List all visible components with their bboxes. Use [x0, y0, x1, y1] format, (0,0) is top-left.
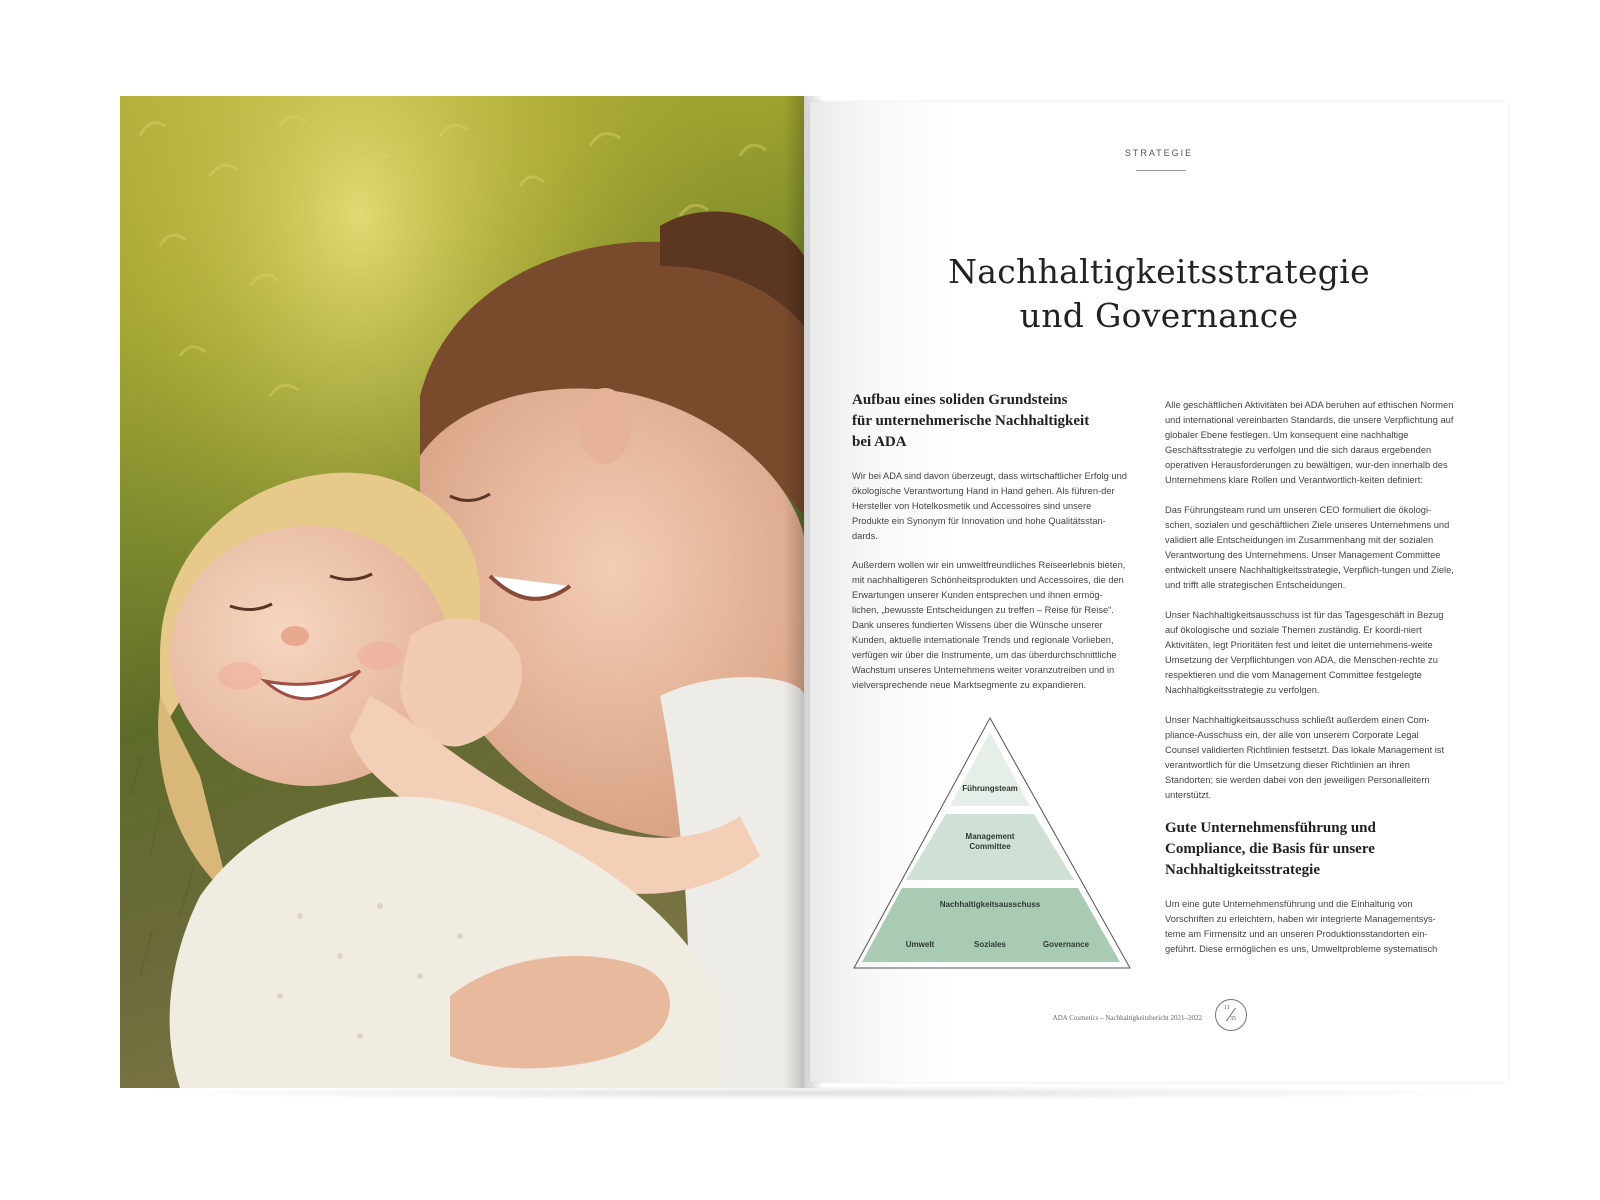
- footer-report: – Nachhaltigkeitsbericht 2021–2022: [1098, 1014, 1202, 1022]
- spread-shadow: [130, 1086, 1500, 1100]
- section-kicker: STRATEGIE: [1124, 148, 1194, 158]
- right-text-column: [1165, 398, 1455, 972]
- text-page: [810, 102, 1508, 1082]
- subhead-line: bei ADA: [852, 434, 907, 450]
- magazine-spread: [120, 96, 1508, 1088]
- body-paragraph: Wir bei ADA sind davon überzeugt, dass wirtschaftlicher Erfolg und ökologische Verantwortung Hand in Hand gehen. Als führen-der Hersteller von Hotelkosmetik und Accessoires sind unsere Produkte ein Synonym für Innovation und hohe Qualitätsstan-dards.: [852, 471, 1127, 541]
- pyramid-label-fuehrungsteam: Führungsteam: [962, 784, 1018, 793]
- body-paragraph: Außerdem wollen wir ein umweltfreundliches Reiseerlebnis bieten, mit nachhaltigeren Schönheitsprodukten und Accessoires, die den Erwartungen unserer Kunden entsprechen und ihnen ermög-lichen, „bewusste Entscheidungen zu treffen – Reise für Reise“. Dank unseres fundierten Wissens über die Wünsche unserer Kunden, aktuelle internationale Trends und regionale Vorlieben, verfügen wir über die Instrumente, um das überdurchschnittliche Wachstum unseres Unternehmens weiter voranzutreiben und in vielversprechende neue Marktsegmente zu expandieren.: [852, 560, 1126, 690]
- column-subhead: [852, 390, 1127, 453]
- pyramid-label-management: [940, 832, 1040, 852]
- body-paragraph: Das Führungsteam rund um unseren CEO formuliert die ökologi-schen, sozialen und geschäftlichen Ziele unseres Unternehmens und validiert alle Entscheidungen im Zusammenhang mit der sozialen Verantwortung des Unternehmens. Unser Management Committee entwickelt unsere Nachhaltigkeitsstrategie, Verpflich-tungen und Ziele, und trifft alle strategischen Entscheidungen.: [1165, 505, 1454, 590]
- subhead-line: für unternehmerische Nachhaltigkeit: [852, 413, 1090, 429]
- body-paragraph: Unser Nachhaltigkeitsausschuss ist für das Tagesgeschäft in Bezug auf ökologische und soziale Themen zuständig. Er koordi-niert Aktivitäten, legt Prioritäten fest und leitet die unternehmens-weite Umsetzung der Verpflichtungen von ADA, die Menschen-rechte zu respektieren und die vom Management Committee festgelegte Nachhaltigkeitsstrategie zu verfolgen.: [1165, 610, 1444, 695]
- mother-and-child-photo: [120, 96, 804, 1088]
- pyramid-label-line: Management: [965, 832, 1015, 841]
- page-number-current: 11: [1224, 1005, 1230, 1011]
- page-number-total: 35: [1230, 1016, 1236, 1022]
- pyramid-label-ausschuss: Nachhaltigkeitsausschuss: [939, 900, 1041, 909]
- pyramid-label-line: Committee: [969, 842, 1011, 851]
- pyramid-label-governance: Governance: [1042, 940, 1090, 949]
- pyramid-label-soziales: Soziales: [973, 940, 1006, 949]
- page-headline: [810, 250, 1508, 338]
- footer-brand: ADA Cosmetics: [1052, 1014, 1099, 1022]
- subhead-line: Aufbau eines soliden Grundsteins: [852, 392, 1068, 408]
- headline-line-2: und Governance: [1019, 296, 1299, 335]
- governance-pyramid: [850, 714, 1140, 979]
- left-text-column: [852, 390, 1127, 707]
- subhead-line: Compliance, die Basis für unsere: [1165, 841, 1375, 857]
- body-paragraph: Alle geschäftlichen Aktivitäten bei ADA beruhen auf ethischen Normen und international vereinbarten Standards, die unsere Verpflichtung auf globaler Ebene festlegen. Um konsequent eine nachhaltige Geschäftsstrategie zu verfolgen und die sich daraus ergebenden operativen Herausforderungen zu bewältigen, wur-den innerhalb des Unternehmens klare Rollen und Verantwortlich-keiten definiert:: [1165, 400, 1454, 485]
- body-paragraph: Um eine gute Unternehmensführung und die Einhaltung von Vorschriften zu erleichtern, haben wir integrierte Managementsys-teme am Firmensitz und an unseren Produktionsstandorten ein-geführt. Diese ermöglichen es uns, Umweltprobleme systematisch: [1165, 899, 1438, 954]
- page-number-badge: [1215, 999, 1247, 1031]
- body-paragraph: Unser Nachhaltigkeitsausschuss schließt außerdem einen Com-pliance-Ausschuss ein, der alle von unserem Corporate Legal Counsel validierten Richtlinien festsetzt. Das lokale Management ist verantwortlich für die Umsetzung dieser Richtlinien an ihren Standorten; sie werden dabei von den jeweiligen Personalleitern unterstützt.: [1165, 715, 1445, 800]
- photo-page: [120, 96, 804, 1088]
- headline-line-1: Nachhaltigkeitsstrategie: [948, 252, 1370, 291]
- subhead-line: Nachhaltigkeitsstrategie: [1165, 862, 1320, 878]
- page-footer: [1042, 1014, 1202, 1022]
- kicker-rule: [1136, 170, 1186, 171]
- column-subhead: [1165, 818, 1455, 881]
- pyramid-label-umwelt: Umwelt: [905, 940, 935, 949]
- subhead-line: Gute Unternehmensführung und: [1165, 820, 1376, 836]
